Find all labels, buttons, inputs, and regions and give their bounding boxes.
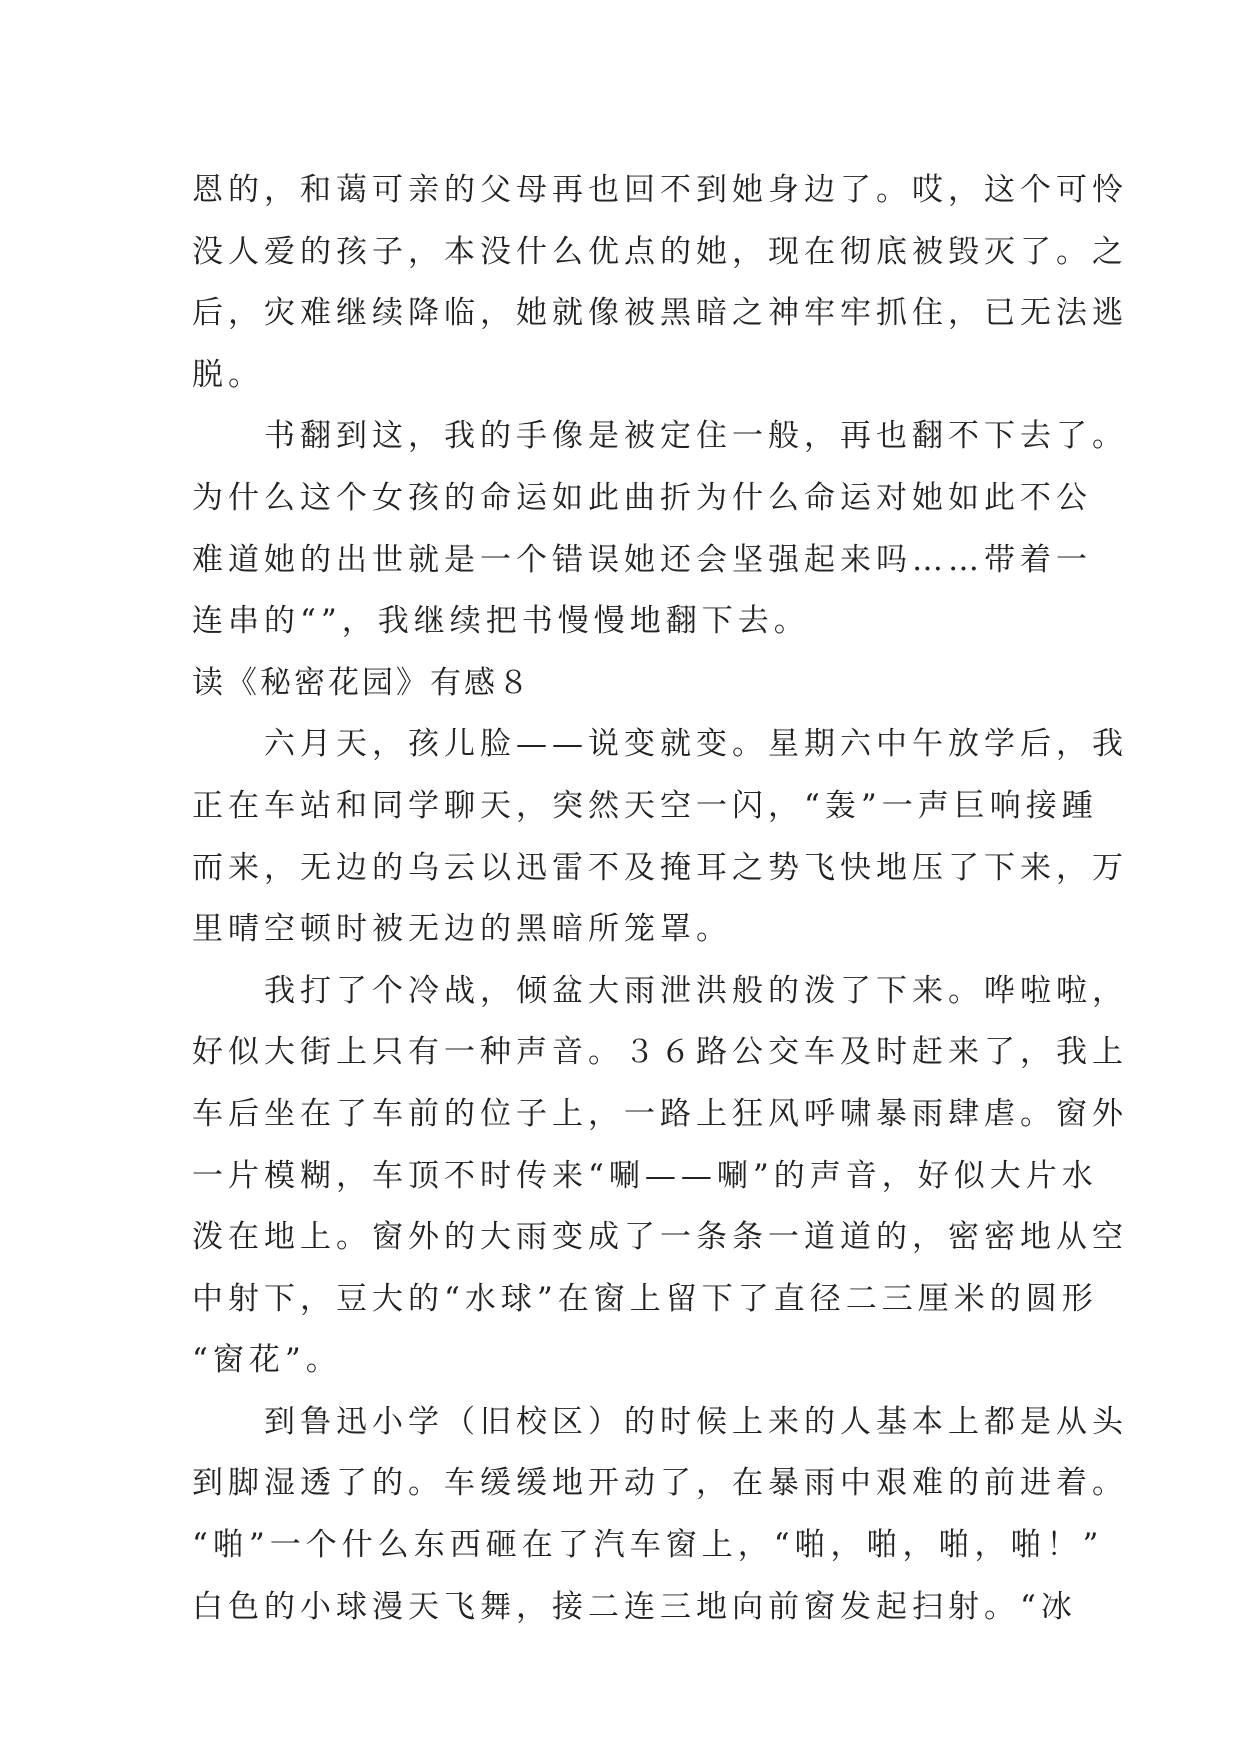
- text-line: 好似大街上只有一种声音。３６路公交车及时赶来了，我上: [192, 1034, 1128, 1071]
- body-text: [192, 160, 1128, 1638]
- text-line: 为什么这个女孩的命运如此曲折为什么命运对她如此不公: [192, 479, 1092, 516]
- text-line: “啪”一个什么东西砸在了汽车窗上，“啪，啪，啪，啪！”: [192, 1527, 1104, 1564]
- text-line: 中射下，豆大的“水球”在窗上留下了直径二三厘米的圆形: [192, 1280, 1098, 1317]
- text-line: 难道她的出世就是一个错误她还会坚强起来吗……带着一: [192, 541, 1092, 578]
- text-line: 车后坐在了车前的位子上，一路上狂风呼啸暴雨肆虐。窗外: [192, 1095, 1128, 1132]
- text-line: 连串的“”，我继续把书慢慢地翻下去。: [192, 603, 810, 640]
- text-line: 书翻到这，我的手像是被定住一般，再也翻不下去了。: [192, 418, 1128, 455]
- text-line: 没人爱的孩子，本没什么优点的她，现在彻底被毁灭了。之: [192, 233, 1128, 270]
- text-line: 到鲁迅小学（旧校区）的时候上来的人基本上都是从头: [192, 1403, 1128, 1440]
- text-line: 我打了个冷战，倾盆大雨泄洪般的泼了下来。哗啦啦，: [192, 972, 1128, 1009]
- text-line: 恩的，和蔼可亲的父母再也回不到她身边了。哎，这个可怜: [192, 172, 1128, 208]
- text-line: 而来，无边的乌云以迅雷不及掩耳之势飞快地压了下来，万: [192, 849, 1128, 886]
- text-line: 里晴空顿时被无边的黑暗所笼罩。: [192, 911, 732, 948]
- text-line: 泼在地上。窗外的大雨变成了一条条一道道的，密密地从空: [192, 1219, 1128, 1256]
- text-line: 一片模糊，车顶不时传来“唰——唰”的声音，好似大片水: [192, 1157, 1098, 1194]
- text-line: 正在车站和同学聊天，突然天空一闪，“轰”一声巨响接踵: [192, 787, 1098, 824]
- text-line: 六月天，孩儿脸——说变就变。星期六中午放学后，我: [192, 726, 1128, 763]
- text-line: 到脚湿透了的。车缓缓地开动了，在暴雨中艰难的前进着。: [192, 1465, 1128, 1502]
- text-line: 白色的小球漫天飞舞，接二连三地向前窗发起扫射。“冰: [192, 1588, 1077, 1625]
- text-line: 脱。: [192, 356, 264, 393]
- text-line: “窗花”。: [192, 1342, 342, 1379]
- text-line: 后，灾难继续降临，她就像被黑暗之神牢牢抓住，已无法逃: [192, 295, 1128, 332]
- section-title: 读《秘密花园》有感８: [192, 664, 532, 701]
